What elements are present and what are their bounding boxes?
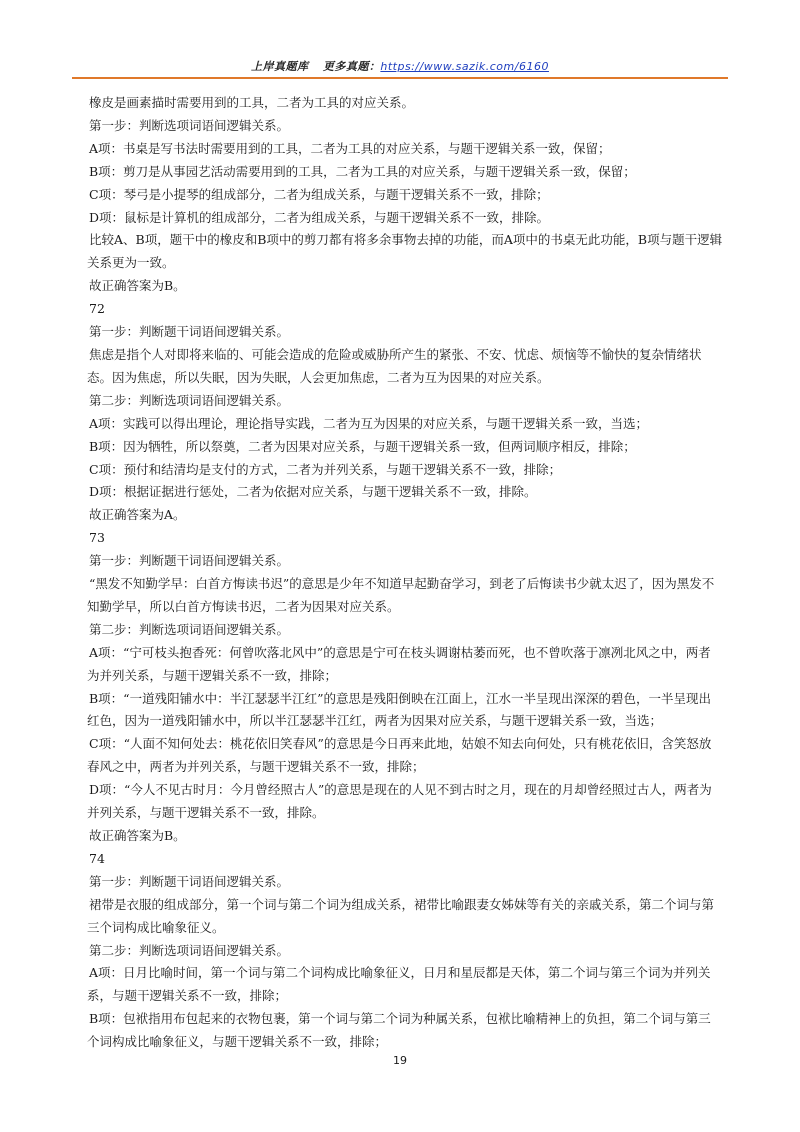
text-paragraph: 第一步：判断选项词语间逻辑关系。 <box>89 117 290 133</box>
text-paragraph: C项：“人面不知何处去：桃花依旧笑春风”的意思是今日再来此地，姑娘不知去向何处，只有桃花依旧，含笑怒放春风之中，两者为并列关系，与题干逻辑关系不一致，排除； <box>87 736 712 775</box>
text-paragraph: A项：“宁可枝头抱香死：何曾吹落北风中”的意思是宁可在枝头调谢枯萎而死，也不曾吹落于凛冽北风之中，两者为并列关系，与题干逻辑关系不一致，排除； <box>87 644 711 683</box>
text-paragraph: “黑发不知勤学早：白首方悔读书迟”的意思是少年不知道早起勤奋学习，到老了后悔读书少就太迟了，因为黑发不知勤学早，所以白首方悔读书迟，二者为因果对应关系。 <box>87 576 715 614</box>
text-paragraph: A项：实践可以得出理论，理论指导实践，二者为互为因果的对应关系，与题干逻辑关系一致，当选； <box>89 415 649 431</box>
text-paragraph: C项：琴弓是小提琴的组成部分，二者为组成关系，与题干逻辑关系不一致，排除； <box>89 186 549 202</box>
text-paragraph: B项：因为牺牲，所以祭奠，二者为因果对应关系，与题干逻辑关系一致，但两词顺序相反，排除； <box>89 438 636 454</box>
text-paragraph: 第一步：判断题干词语间逻辑关系。 <box>89 324 290 340</box>
site-link[interactable]: https://www.sazik.com/6160 <box>380 60 549 73</box>
text-paragraph: 比较A、B项，题干中的橡皮和B项中的剪刀都有将多余事物去掉的功能，而A项中的书桌无此功能，B项与题干逻辑关系更为一致。 <box>87 232 723 271</box>
text-paragraph: 第一步：判断题干词语间逻辑关系。 <box>89 873 290 889</box>
text-paragraph: 故正确答案为A。 <box>89 507 186 523</box>
text-paragraph: 第二步：判断选项词语间逻辑关系。 <box>89 392 290 408</box>
text-paragraph: 橡皮是画素描时需要用到的工具，二者为工具的对应关系。 <box>89 95 415 110</box>
text-paragraph: 故正确答案为B。 <box>89 278 186 294</box>
text-paragraph: 74 <box>89 850 105 866</box>
text-paragraph: 第二步：判断选项词语间逻辑关系。 <box>89 942 290 958</box>
text-paragraph: 焦虑是指个人对即将来临的、可能会造成的危险或威胁所产生的紧张、不安、忧虑、烦恼等不愉快的复杂情绪状态。因为焦虑，所以失眠，因为失眠，人会更加焦虑，二者为互为因果的对应关系。 <box>87 346 702 385</box>
text-paragraph: 第一步：判断题干词语间逻辑关系。 <box>89 553 290 569</box>
text-paragraph: D项：根据证据进行惩处，二者为依据对应关系，与题干逻辑关系不一致，排除。 <box>89 484 537 500</box>
text-paragraph: B项：“一道残阳铺水中：半江瑟瑟半江红”的意思是残阳倒映在江面上，江水一半呈现出深深的碧色，一半呈现出红色，因为一道残阳铺水中，所以半江瑟瑟半江红，两者为因果对应关系，与题干逻辑关系一致，当选； <box>87 690 711 729</box>
more-questions-label: 更多真题： <box>322 60 381 73</box>
header-divider <box>72 77 728 79</box>
text-paragraph: 73 <box>89 530 105 546</box>
page-number: 19 <box>393 1054 407 1067</box>
library-name: 上岸真题库 <box>251 60 309 73</box>
text-paragraph: 裙带是衣服的组成部分，第一个词与第二个词为组成关系，裙带比喻跟妻女姊妹等有关的亲戚关系，第二个词与第三个词构成比喻象征义。 <box>87 896 715 935</box>
text-paragraph: B项：剪刀是从事园艺活动需要用到的工具，二者为工具的对应关系，与题干逻辑关系一致，保留； <box>89 163 636 179</box>
text-paragraph: A项：日月比喻时间，第一个词与第二个词构成比喻象征义，日月和星辰都是天体，第二个词与第三个词为并列关系，与题干逻辑关系不一致，排除； <box>87 965 711 1004</box>
text-paragraph: 故正确答案为B。 <box>89 828 186 843</box>
text-paragraph: C项：预付和结清均是支付的方式，二者为并列关系，与题干逻辑关系不一致，排除； <box>89 461 562 477</box>
page-header <box>72 58 728 74</box>
text-paragraph: D项：“今人不见古时月：今月曾经照古人”的意思是现在的人见不到古时之月，现在的月却曾经照过古人，两者为并列关系，与题干逻辑关系不一致，排除。 <box>87 782 712 821</box>
text-paragraph: D项：鼠标是计算机的组成部分，二者为组成关系，与题干逻辑关系不一致，排除。 <box>89 209 550 225</box>
document-body <box>87 92 723 1054</box>
text-paragraph: B项：包袱指用布包起来的衣物包裹，第一个词与第二个词为种属关系，包袱比喻精神上的负担，第二个词与第三个词构成比喻象征义，与题干逻辑关系不一致，排除； <box>87 1011 711 1050</box>
text-paragraph: A项：书桌是写书法时需要用到的工具，二者为工具的对应关系，与题干逻辑关系一致，保留； <box>89 140 611 156</box>
text-paragraph: 第二步：判断选项词语间逻辑关系。 <box>89 621 290 637</box>
text-paragraph: 72 <box>89 301 105 317</box>
